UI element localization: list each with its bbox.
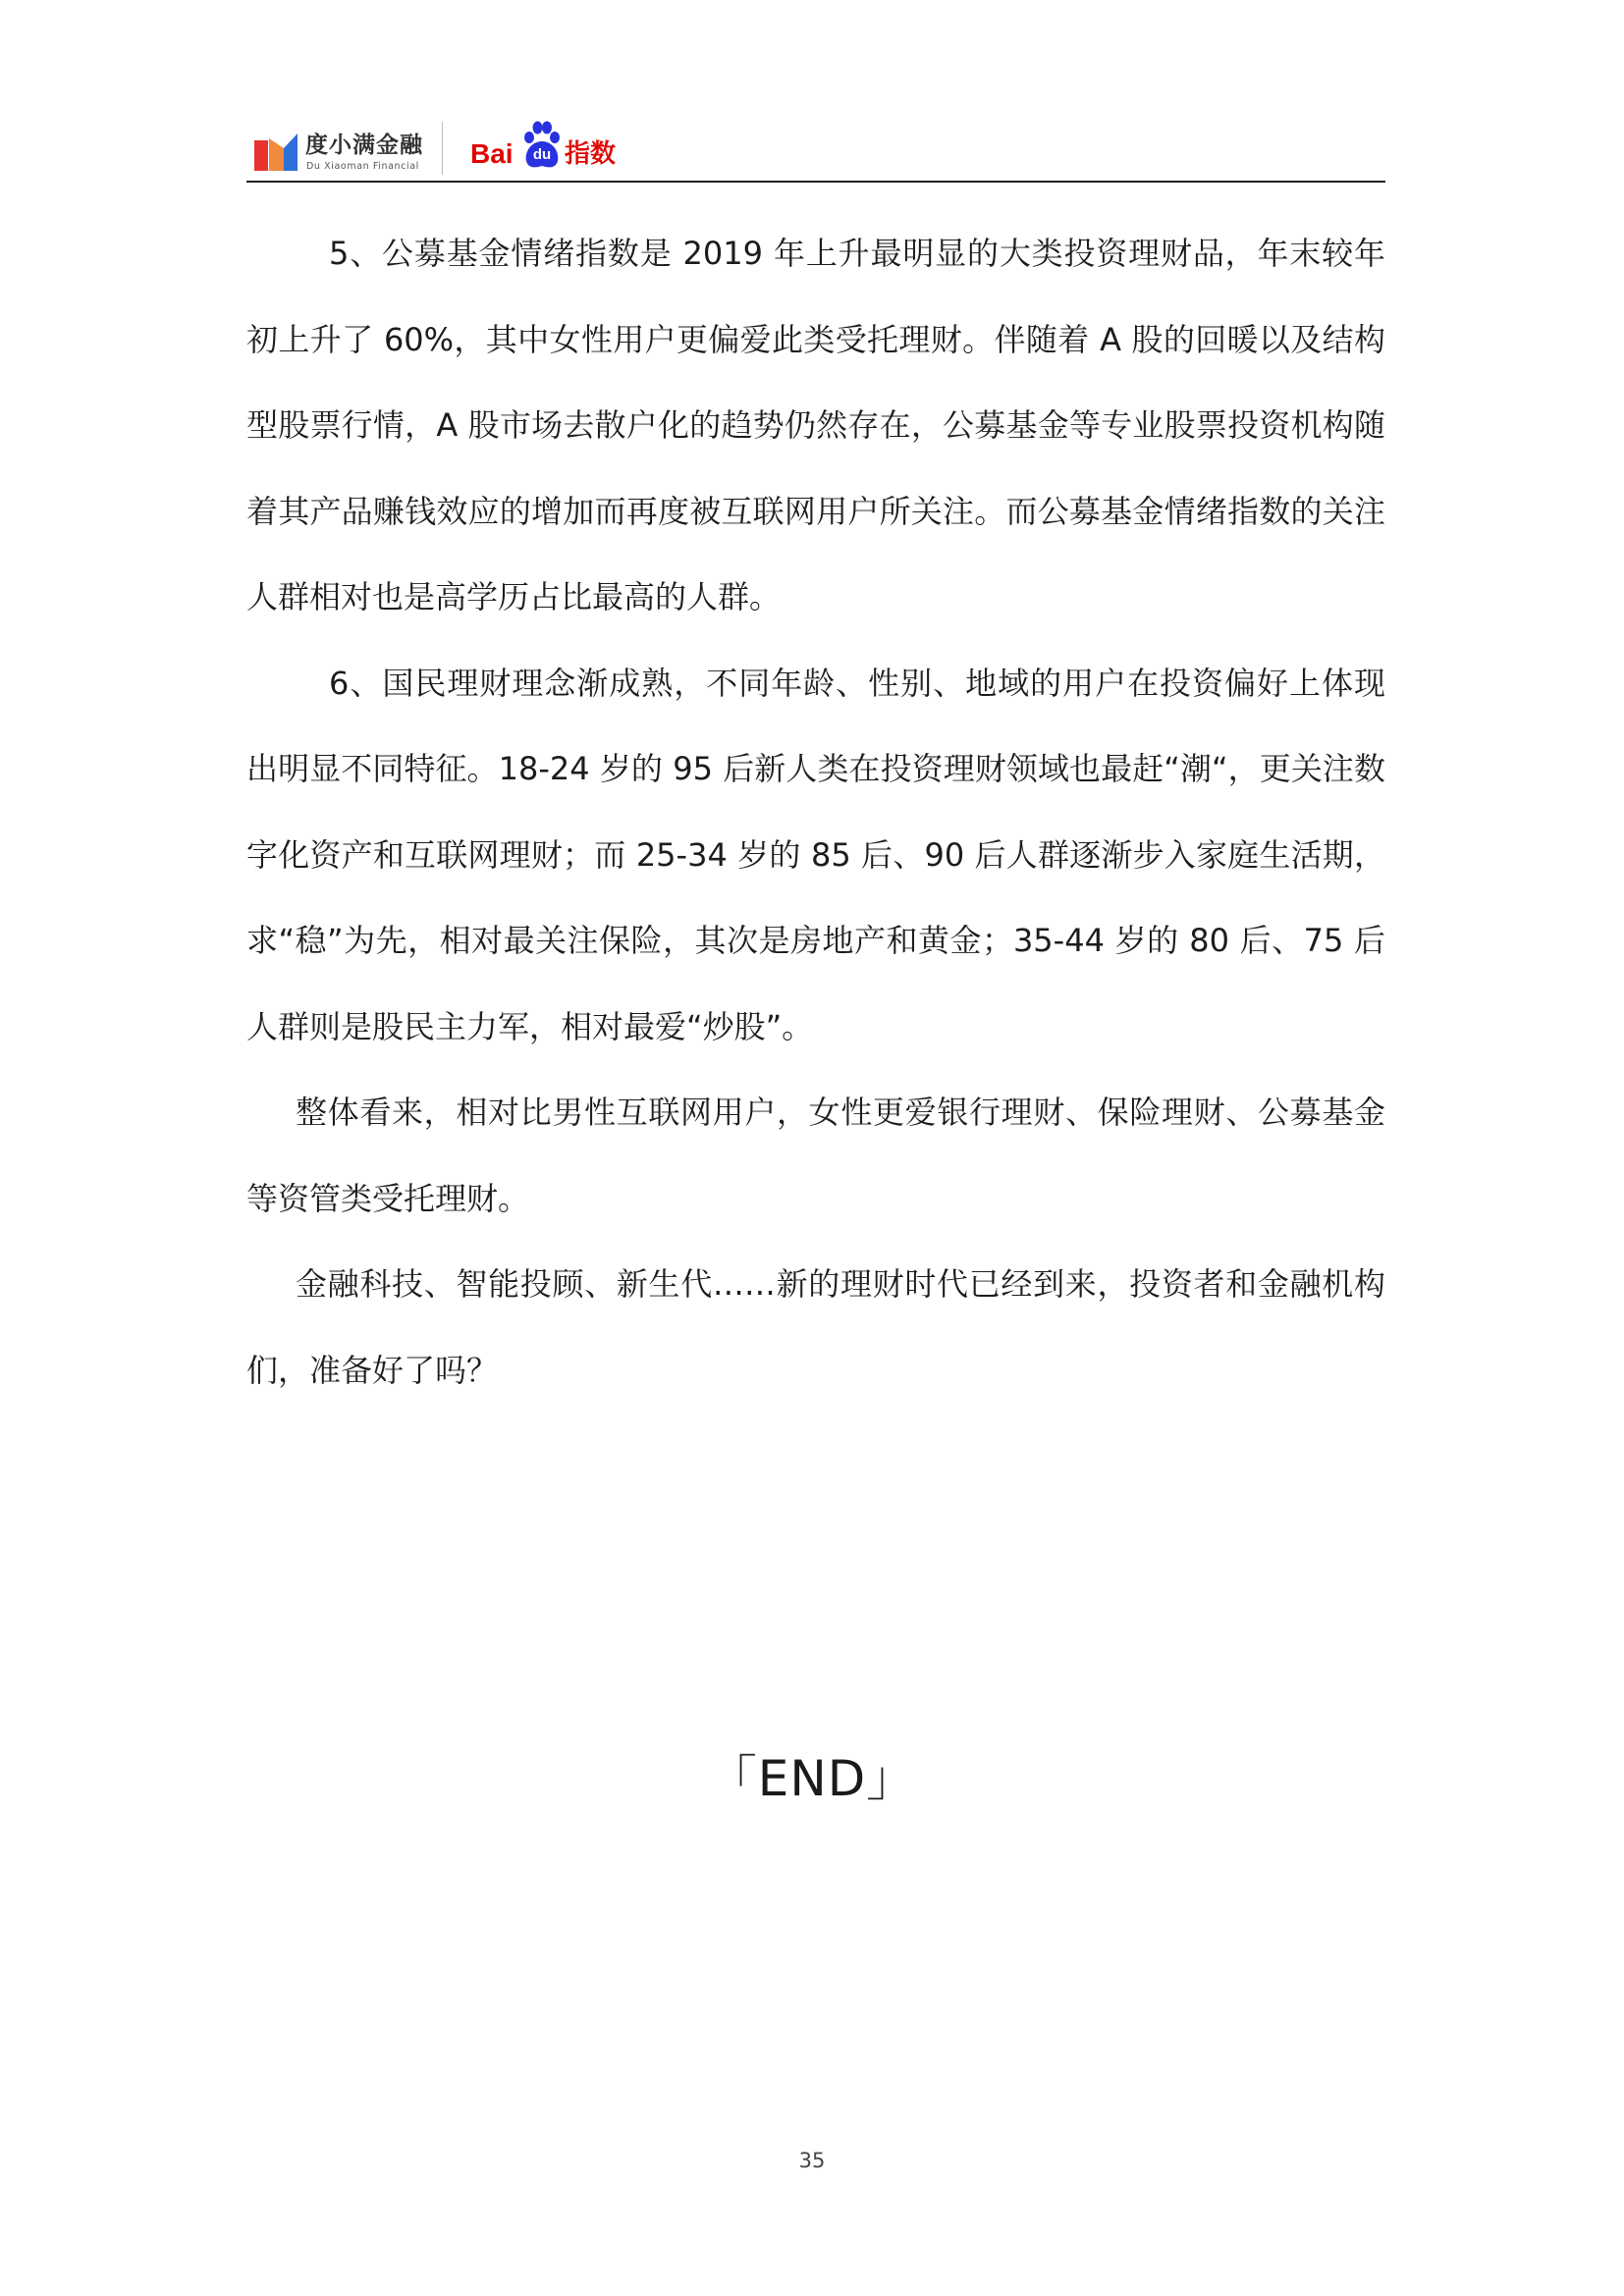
du-xiaoman-mark-icon [254,132,298,171]
du-xiaoman-logo [246,132,423,175]
page-header [246,116,1385,181]
end-mark: 「END」 [707,1750,917,1807]
du-xiaoman-subtitle: Du Xiaoman Financial [306,161,419,172]
header-divider [246,181,1385,183]
baidu-paw-icon [522,120,562,171]
du-xiaoman-name: 度小满金融 [305,133,423,158]
page-number: 35 [798,2149,826,2172]
baidu-index-logo [470,120,627,177]
header-separator [442,122,443,175]
paragraph-overall: 整体看来，相对比男性互联网用户，女性更爱银行理财、保险理财、公募基金等资管类受托理财。 [246,1094,1385,1217]
baidu-wordmark-du: du [532,146,552,163]
baidu-wordmark-prefix: Bai [470,138,514,169]
paragraph-public-fund: 5、公募基金情绪指数是 2019 年上升最明显的大类投资理财品，年末较年初上升了 60%，其中女性用户更偏爱此类受托理财。伴随着 A 股的回暖以及结构型股票行情，A 股市场去散户化的趋势仍然存在，公募基金等专业股票投资机构随着其产品赚钱效应的增加而再度被互联网用户所关注。而公募基金情绪指数的关注人群相对也是高学历占比最高的人群。 [246,235,1385,615]
baidu-index-label: 指数 [565,139,617,169]
page-content [246,211,1385,1414]
paragraph-demographics: 6、国民理财理念渐成熟，不同年龄、性别、地域的用户在投资偏好上体现出明显不同特征。18-24 岁的 95 后新人类在投资理财领域也最赶“潮“，更关注数字化资产和互联网理财；而 25-34 岁的 85 后、90 后人群逐渐步入家庭生活期，求“稳”为先，相对最关注保险，其次是房地产和黄金；35-44 岁的 80 后、75 后人群则是股民主力军，相对最爱“炒股”。 [246,664,1385,1045]
paragraph-conclusion: 金融科技、智能投顾、新生代……新的理财时代已经到来，投资者和金融机构们，准备好了吗？ [246,1265,1385,1389]
